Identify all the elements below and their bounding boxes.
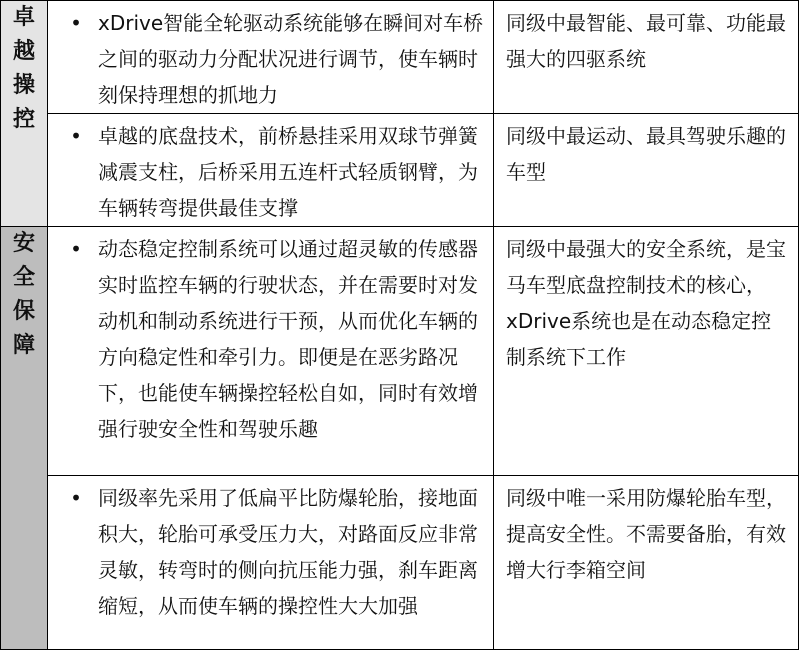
table-row	[1, 1, 799, 114]
category-cell-safety	[1, 227, 48, 650]
benefit-cell	[494, 476, 799, 650]
benefit-text: 同级中最智能、最可靠、功能最强大的四驱系统	[506, 11, 786, 71]
feature-cell	[48, 1, 494, 114]
benefit-cell	[494, 1, 799, 114]
bullet-icon: •	[70, 124, 82, 148]
feature-cell	[48, 227, 494, 476]
benefit-text: 同级中最运动、最具驾驶乐趣的车型	[506, 124, 786, 184]
benefit-cell	[494, 114, 799, 227]
bullet-icon: •	[70, 11, 82, 35]
benefit-text: 同级中唯一采用防爆轮胎车型，提高安全性。不需要备胎，有效增大行李箱空间	[506, 486, 786, 582]
feature-text: 同级率先采用了低扁平比防爆轮胎，接地面积大，轮胎可承受压力大，对路面反应非常灵敏，转弯时的侧向抗压能力强，刹车距离缩短，从而使车辆的操控性大大加强	[98, 486, 478, 618]
bullet-icon: •	[70, 486, 82, 510]
feature-text: 卓越的底盘技术，前桥悬挂采用双球节弹簧减震支柱，后桥采用五连杆式轻质钢臂，为车辆转弯提供最佳支撑	[98, 124, 478, 220]
benefit-text: 同级中最强大的安全系统，是宝马车型底盘控制技术的核心，xDrive系统也是在动态稳定控制系统下工作	[506, 237, 786, 369]
table-row	[1, 476, 799, 650]
feature-cell	[48, 476, 494, 650]
category-label: 安全保障	[12, 231, 35, 358]
feature-text: 动态稳定控制系统可以通过超灵敏的传感器实时监控车辆的行驶状态，并在需要时对发动机和制动系统进行干预，从而优化车辆的方向稳定性和牵引力。即便是在恶劣路况下，也能使车辆操控轻松自如，同时有效增强行驶安全性和驾驶乐趣	[98, 237, 478, 441]
benefit-cell	[494, 227, 799, 476]
bullet-icon: •	[70, 237, 82, 261]
table-row	[1, 114, 799, 227]
feature-cell	[48, 114, 494, 227]
category-cell-handling	[1, 1, 48, 227]
feature-text: xDrive智能全轮驱动系统能够在瞬间对车桥之间的驱动力分配状况进行调节，使车辆时刻保持理想的抓地力	[98, 11, 484, 107]
category-label: 卓越操控	[12, 5, 35, 132]
table-row	[1, 227, 799, 476]
